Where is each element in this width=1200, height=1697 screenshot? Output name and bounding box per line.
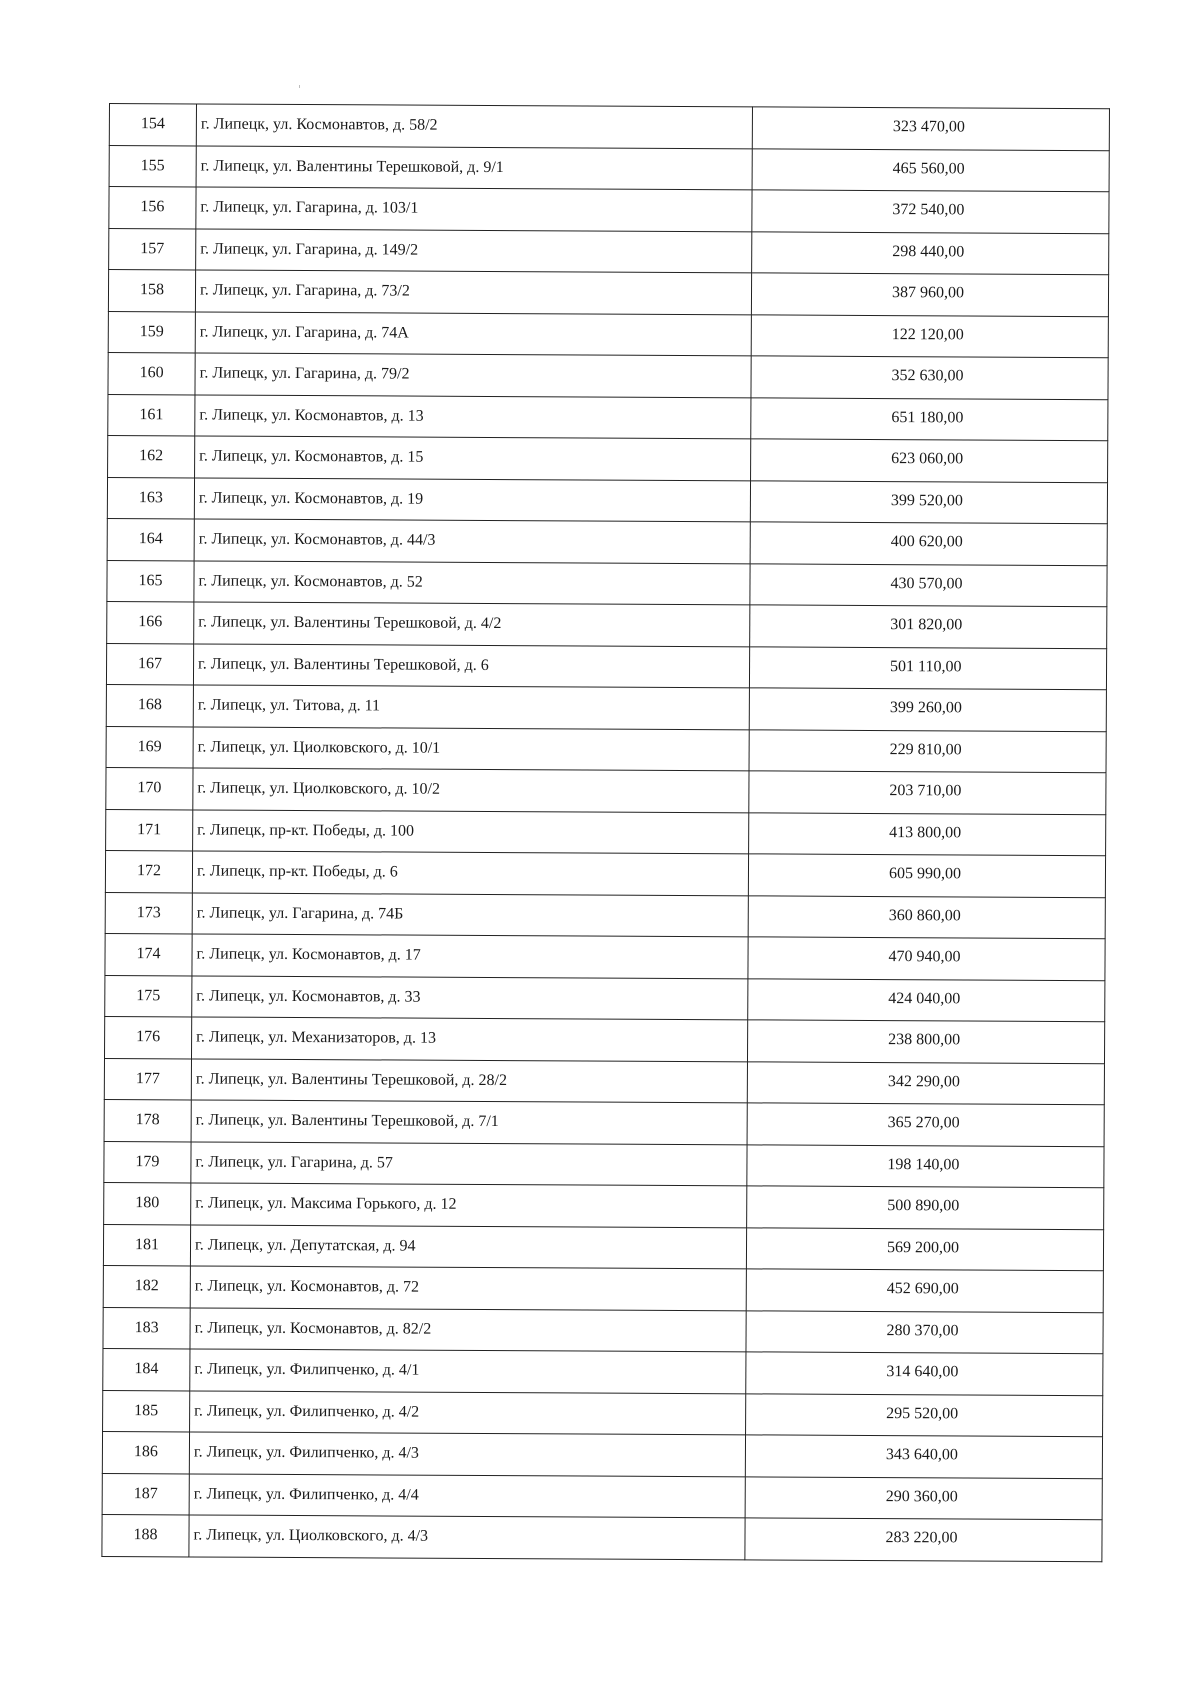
- row-address: г. Липецк, ул. Космонавтов, д. 52: [194, 560, 750, 604]
- row-number: 157: [109, 228, 196, 270]
- addresses-table: [101, 103, 1110, 1562]
- row-amount: 430 570,00: [750, 563, 1107, 606]
- row-address: г. Липецк, ул. Гагарина, д. 57: [191, 1141, 747, 1185]
- row-number: 174: [105, 933, 192, 975]
- row-amount: 283 220,00: [745, 1518, 1102, 1561]
- table-row: [105, 850, 1105, 897]
- table-row: [104, 1182, 1104, 1229]
- row-address: г. Липецк, ул. Филипченко, д. 4/2: [190, 1390, 746, 1434]
- row-number: 166: [107, 601, 194, 643]
- row-address: г. Липецк, ул. Циолковского, д. 10/2: [193, 768, 749, 812]
- row-amount: 352 630,00: [751, 356, 1108, 399]
- row-number: 180: [104, 1182, 191, 1224]
- row-number: 156: [109, 187, 196, 229]
- table-row: [102, 1473, 1102, 1520]
- row-number: 155: [109, 145, 196, 187]
- row-amount: 122 120,00: [751, 314, 1108, 357]
- table-row: [104, 1058, 1104, 1105]
- row-address: г. Липецк, ул. Гагарина, д. 73/2: [195, 270, 751, 314]
- table-row: [107, 560, 1107, 607]
- table-row: [104, 1016, 1104, 1063]
- row-address: г. Липецк, пр-кт. Победы, д. 100: [193, 809, 749, 853]
- row-address: г. Липецк, ул. Гагарина, д. 74Б: [192, 892, 748, 936]
- row-amount: 413 800,00: [749, 812, 1106, 855]
- row-number: 184: [103, 1348, 190, 1390]
- row-address: г. Липецк, ул. Филипченко, д. 4/1: [190, 1349, 746, 1393]
- row-number: 163: [107, 477, 194, 519]
- row-address: г. Липецк, ул. Валентины Терешковой, д. 9/1: [196, 145, 752, 189]
- row-amount: 198 140,00: [747, 1144, 1104, 1187]
- row-amount: 399 520,00: [750, 480, 1107, 523]
- table-row: [105, 975, 1105, 1022]
- row-amount: 343 640,00: [745, 1435, 1102, 1478]
- row-address: г. Липецк, ул. Космонавтов, д. 33: [192, 975, 748, 1019]
- row-amount: 365 270,00: [747, 1103, 1104, 1146]
- row-address: г. Липецк, ул. Максима Горького, д. 12: [191, 1183, 747, 1227]
- row-address: г. Липецк, ул. Гагарина, д. 74А: [195, 311, 751, 355]
- row-address: г. Липецк, ул. Депутатская, д. 94: [190, 1224, 746, 1268]
- row-amount: 203 710,00: [749, 771, 1106, 814]
- row-number: 167: [106, 643, 193, 685]
- row-number: 170: [106, 767, 193, 809]
- row-amount: 424 040,00: [748, 978, 1105, 1021]
- table-row: [103, 1265, 1103, 1312]
- row-amount: 301 820,00: [750, 605, 1107, 648]
- row-amount: 651 180,00: [751, 397, 1108, 440]
- row-amount: 501 110,00: [749, 646, 1106, 689]
- table-row: [103, 1390, 1103, 1437]
- row-number: 187: [102, 1473, 189, 1515]
- row-number: 183: [103, 1307, 190, 1349]
- table-row: [109, 187, 1109, 234]
- table-row: [105, 892, 1105, 939]
- table-row: [104, 1099, 1104, 1146]
- row-number: 182: [103, 1265, 190, 1307]
- row-address: г. Липецк, ул. Космонавтов, д. 82/2: [190, 1307, 746, 1351]
- row-number: 168: [106, 684, 193, 726]
- table-row: [104, 1141, 1104, 1188]
- row-amount: 400 620,00: [750, 522, 1107, 565]
- scan-mark: [299, 85, 300, 88]
- row-amount: 465 560,00: [752, 148, 1109, 191]
- row-amount: 298 440,00: [752, 231, 1109, 274]
- table-row: [109, 228, 1109, 275]
- row-number: 154: [109, 104, 196, 146]
- row-amount: 569 200,00: [746, 1227, 1103, 1270]
- row-address: г. Липецк, ул. Гагарина, д. 79/2: [195, 353, 751, 397]
- row-amount: 623 060,00: [751, 439, 1108, 482]
- row-address: г. Липецк, ул. Циолковского, д. 10/1: [193, 726, 749, 770]
- row-number: 160: [108, 352, 195, 394]
- row-address: г. Липецк, ул. Валентины Терешковой, д. 4/2: [194, 602, 750, 646]
- row-amount: 342 290,00: [747, 1061, 1104, 1104]
- row-address: г. Липецк, ул. Космонавтов, д. 13: [195, 394, 751, 438]
- row-address: г. Липецк, ул. Циолковского, д. 4/3: [189, 1515, 745, 1559]
- table-row: [106, 726, 1106, 773]
- table-row: [102, 1514, 1102, 1561]
- table-row: [109, 145, 1109, 192]
- table-row: [108, 352, 1108, 399]
- row-amount: 295 520,00: [746, 1393, 1103, 1436]
- row-number: 171: [106, 809, 193, 851]
- table-row: [103, 1307, 1103, 1354]
- row-amount: 314 640,00: [746, 1352, 1103, 1395]
- row-number: 173: [105, 892, 192, 934]
- row-address: г. Липецк, ул. Гагарина, д. 103/1: [196, 187, 752, 231]
- row-amount: 238 800,00: [747, 1020, 1104, 1063]
- row-number: 185: [103, 1390, 190, 1432]
- row-address: г. Липецк, ул. Космонавтов, д. 17: [192, 934, 748, 978]
- row-amount: 605 990,00: [748, 854, 1105, 897]
- table-row: [103, 1224, 1103, 1271]
- row-address: г. Липецк, ул. Валентины Терешковой, д. 6: [193, 643, 749, 687]
- row-address: г. Липецк, ул. Космонавтов, д. 19: [194, 477, 750, 521]
- row-number: 162: [108, 435, 195, 477]
- row-amount: 229 810,00: [749, 729, 1106, 772]
- row-number: 181: [103, 1224, 190, 1266]
- row-address: г. Липецк, ул. Филипченко, д. 4/3: [189, 1432, 745, 1476]
- row-address: г. Липецк, ул. Космонавтов, д. 58/2: [196, 104, 752, 148]
- row-amount: 372 540,00: [752, 190, 1109, 233]
- row-number: 188: [102, 1514, 189, 1556]
- row-number: 179: [104, 1141, 191, 1183]
- row-address: г. Липецк, ул. Филипченко, д. 4/4: [189, 1473, 745, 1517]
- row-number: 165: [107, 560, 194, 602]
- row-number: 175: [105, 975, 192, 1017]
- table-row: [107, 601, 1107, 648]
- table-row: [106, 643, 1106, 690]
- table-row: [107, 518, 1107, 565]
- row-number: 176: [104, 1016, 191, 1058]
- table-row: [103, 1348, 1103, 1395]
- row-address: г. Липецк, ул. Гагарина, д. 149/2: [196, 228, 752, 272]
- row-address: г. Липецк, ул. Механизаторов, д. 13: [191, 1017, 747, 1061]
- table-row: [105, 933, 1105, 980]
- table-row: [108, 394, 1108, 441]
- row-number: 177: [104, 1058, 191, 1100]
- table-row: [106, 684, 1106, 731]
- row-number: 172: [105, 850, 192, 892]
- row-number: 159: [108, 311, 195, 353]
- table-row: [108, 270, 1108, 317]
- row-address: г. Липецк, ул. Титова, д. 11: [193, 685, 749, 729]
- row-amount: 452 690,00: [746, 1269, 1103, 1312]
- row-amount: 323 470,00: [752, 107, 1109, 150]
- row-amount: 360 860,00: [748, 895, 1105, 938]
- row-number: 164: [107, 518, 194, 560]
- row-number: 178: [104, 1099, 191, 1141]
- row-number: 186: [102, 1431, 189, 1473]
- row-amount: 280 370,00: [746, 1310, 1103, 1353]
- table-row: [106, 809, 1106, 856]
- row-address: г. Липецк, ул. Космонавтов, д. 72: [190, 1266, 746, 1310]
- row-amount: 290 360,00: [745, 1476, 1102, 1519]
- table-row: [102, 1431, 1102, 1478]
- row-number: 158: [108, 270, 195, 312]
- row-amount: 500 890,00: [747, 1186, 1104, 1229]
- table-row: [106, 767, 1106, 814]
- row-number: 161: [108, 394, 195, 436]
- row-address: г. Липецк, ул. Космонавтов, д. 15: [195, 436, 751, 480]
- row-amount: 470 940,00: [748, 937, 1105, 980]
- table-row: [109, 104, 1109, 151]
- row-address: г. Липецк, ул. Валентины Терешковой, д. 28/2: [191, 1058, 747, 1102]
- row-number: 169: [106, 726, 193, 768]
- row-amount: 387 960,00: [751, 273, 1108, 316]
- table-body: [102, 104, 1110, 1562]
- row-address: г. Липецк, пр-кт. Победы, д. 6: [192, 851, 748, 895]
- row-address: г. Липецк, ул. Валентины Терешковой, д. 7/1: [191, 1100, 747, 1144]
- table-row: [108, 311, 1108, 358]
- row-amount: 399 260,00: [749, 688, 1106, 731]
- table-row: [108, 435, 1108, 482]
- table-row: [107, 477, 1107, 524]
- row-address: г. Липецк, ул. Космонавтов, д. 44/3: [194, 519, 750, 563]
